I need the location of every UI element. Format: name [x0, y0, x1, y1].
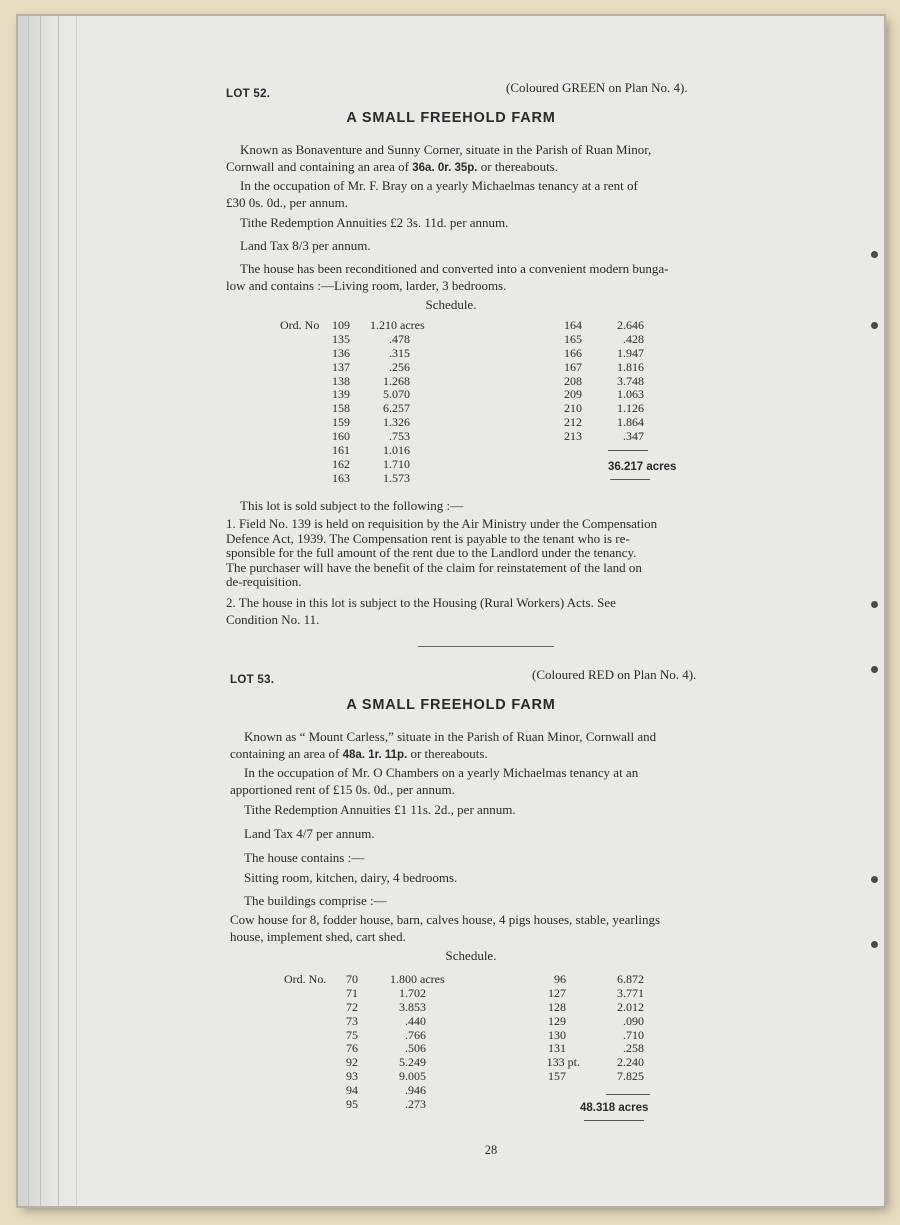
table-row — [280, 375, 425, 389]
acres-value: .273 — [405, 1097, 426, 1112]
ord-number: 95 — [346, 1097, 358, 1112]
table-row — [280, 319, 425, 333]
lot-52-house-line1: The house has been reconditioned and converted into a convenient modern bunga- — [240, 261, 669, 276]
condition-line: 2. The house in this lot is subject to the Housing (Rural Workers) Acts. See — [226, 595, 616, 610]
ord-number: 159 — [332, 415, 350, 430]
acres-value: 7.825 — [617, 1069, 644, 1084]
ord-number: 213 — [564, 429, 582, 444]
acres-value: .710 — [623, 1027, 644, 1042]
table-row — [284, 1056, 445, 1070]
acres-value: 1.800 acres — [390, 972, 445, 986]
document-page — [18, 16, 884, 1206]
ord-number: 160 — [332, 429, 350, 444]
lot-53-schedule-left — [284, 973, 445, 1112]
condition-line: de-requisition. — [226, 574, 302, 589]
ord-number: 166 — [564, 345, 582, 360]
lot-52-house-line2: low and contains :—Living room, larder, 3 bedrooms. — [226, 278, 507, 293]
table-row — [280, 361, 425, 375]
ord-number: 208 — [564, 373, 582, 388]
acres-value: 1.710 — [383, 456, 410, 471]
lot-52-plan-note: (Coloured GREEN on Plan No. 4). — [506, 80, 688, 95]
table-row — [528, 1056, 644, 1070]
condition-line: The purchaser will have the benefit of the claim for reinstatement of the land on — [226, 559, 642, 575]
ord-number: 209 — [564, 387, 582, 402]
section-divider — [418, 646, 554, 647]
ord-number: 158 — [332, 401, 350, 416]
table-row — [284, 1015, 445, 1029]
acres-value: 2.240 — [617, 1055, 644, 1070]
acres-value: 1.816 — [617, 359, 644, 374]
lot-53-buildings-comprise: The buildings comprise :— — [244, 893, 387, 908]
table-row — [284, 987, 445, 1001]
ord-label: Ord. No — [280, 318, 320, 332]
lot-53-house-contains: The house contains :— — [244, 850, 365, 865]
table-row — [528, 1070, 644, 1084]
acres-value: .478 — [389, 331, 410, 346]
acres-value: 1.702 — [399, 985, 426, 1000]
acres-value: 1.063 — [617, 387, 644, 402]
table-row — [280, 472, 425, 486]
lot-52-subject-intro: This lot is sold subject to the following :— — [240, 498, 464, 513]
lot-52-occupation-line2: £30 0s. 0d., per annum. — [226, 195, 349, 210]
acres-value: .946 — [405, 1083, 426, 1098]
ord-number: 73 — [346, 1013, 358, 1028]
acres-value: .766 — [405, 1027, 426, 1042]
lot-53-area: 48a. 1r. 11p. — [342, 749, 408, 761]
ord-number: 167 — [564, 359, 582, 374]
lot-53-known-as-line1: Known as “ Mount Carless,” situate in the Parish of Ruan Minor, Cornwall and — [244, 729, 657, 744]
ord-label: Ord. No. — [284, 972, 327, 986]
lot-52-tithe: Tithe Redemption Annuities £2 3s. 11d. per annum. — [240, 215, 509, 230]
ord-number: 137 — [332, 359, 350, 374]
ord-number: 129 — [548, 1013, 566, 1028]
acres-value: .090 — [623, 1013, 644, 1028]
acres-value: 6.257 — [383, 401, 410, 416]
lot-52-known-as-line2 — [226, 158, 558, 177]
ord-number: 136 — [332, 345, 350, 360]
table-row — [528, 1001, 644, 1015]
lot-52-schedule-left — [280, 319, 425, 486]
lot-53-known-as-line2 — [230, 745, 488, 764]
ord-number: 162 — [332, 456, 350, 471]
lot-53-known-as-suffix: or thereabouts. — [407, 746, 488, 761]
total-underline — [584, 1120, 644, 1121]
lot-53-land-tax: Land Tax 4/7 per annum. — [244, 826, 375, 841]
acres-value: 1.326 — [383, 415, 410, 430]
acres-value: 1.016 — [383, 443, 410, 458]
lot-52-heading: A SMALL FREEHOLD FARM — [346, 110, 556, 126]
lot-52-area: 36a. 0r. 35p. — [412, 162, 478, 174]
lot-52-known-as-text: Cornwall and containing an area of — [226, 159, 413, 174]
lot-53-tithe: Tithe Redemption Annuities £1 11s. 2d., per annum. — [244, 802, 516, 817]
acres-value: .258 — [623, 1041, 644, 1056]
acres-value: .256 — [389, 359, 410, 374]
ord-number: 135 — [332, 331, 350, 346]
ord-number: 161 — [332, 443, 350, 458]
acres-value: 6.872 — [617, 972, 644, 986]
ord-number: 96 — [554, 972, 566, 986]
acres-value: .753 — [389, 429, 410, 444]
acres-value: 5.070 — [383, 387, 410, 402]
condition-line: Condition No. 11. — [226, 612, 320, 627]
acres-value: .506 — [405, 1041, 426, 1056]
ord-number: 165 — [564, 331, 582, 346]
ord-number: 71 — [346, 985, 358, 1000]
lot-52-label: LOT 52. — [226, 88, 271, 100]
ord-number: 70 — [346, 972, 358, 986]
ord-number: 92 — [346, 1055, 358, 1070]
ord-number: 109 — [332, 318, 350, 332]
table-row — [284, 1042, 445, 1056]
lot-52-condition-2 — [226, 594, 616, 628]
acres-value: 9.005 — [399, 1069, 426, 1084]
ord-number: 163 — [332, 470, 350, 485]
table-row — [528, 973, 644, 987]
acres-value: 3.853 — [399, 999, 426, 1014]
table-row — [280, 444, 425, 458]
page-number: 28 — [484, 1143, 498, 1157]
table-row — [546, 375, 644, 389]
acres-value: .440 — [405, 1013, 426, 1028]
acres-value: 1.573 — [383, 470, 410, 485]
acres-value: .347 — [623, 429, 644, 444]
ord-number: 72 — [346, 999, 358, 1014]
lot-52-occupation-line1: In the occupation of Mr. F. Bray on a yearly Michaelmas tenancy at a rent of — [240, 178, 638, 193]
acres-value: 2.646 — [617, 318, 644, 332]
ord-number: 157 — [548, 1069, 566, 1084]
total-rule — [608, 450, 648, 451]
ord-number: 93 — [346, 1069, 358, 1084]
table-row — [546, 319, 644, 333]
lot-53-plan-note: (Coloured RED on Plan No. 4). — [532, 667, 697, 682]
table-row — [284, 973, 445, 987]
condition-line: 1. Field No. 139 is held on requisition by the Air Ministry under the Compensation — [226, 516, 658, 531]
condition-line: Defence Act, 1939. The Compensation rent is payable to the tenant who is re- — [226, 530, 630, 546]
table-row — [280, 458, 425, 472]
ord-number: 138 — [332, 373, 350, 388]
table-row — [280, 347, 425, 361]
acres-value: 3.748 — [617, 373, 644, 388]
lot-52-total: 36.217 acres — [608, 461, 677, 473]
acres-value: 1.947 — [617, 345, 644, 360]
table-row — [546, 361, 644, 375]
acres-value: 5.249 — [399, 1055, 426, 1070]
table-row — [528, 1015, 644, 1029]
acres-value: .315 — [389, 345, 410, 360]
ord-number: 139 — [332, 387, 350, 402]
table-row — [528, 1029, 644, 1043]
lot-52-known-as-line1: Known as Bonaventure and Sunny Corner, situate in the Parish of Ruan Minor, — [240, 142, 652, 157]
ord-number: 212 — [564, 415, 582, 430]
ord-number: 94 — [346, 1083, 358, 1098]
table-row — [284, 1070, 445, 1084]
table-row — [546, 388, 644, 402]
table-row — [280, 402, 425, 416]
table-row — [546, 333, 644, 347]
acres-value: 2.012 — [617, 999, 644, 1014]
ord-number: 133 pt. — [546, 1055, 580, 1070]
lot-52-condition-1 — [226, 517, 657, 590]
table-row — [284, 1098, 445, 1112]
lot-53-schedule-title: Schedule. — [445, 948, 497, 963]
ord-number: 164 — [564, 318, 582, 332]
acres-value: 1.210 acres — [370, 318, 425, 332]
lot-53-label: LOT 53. — [230, 674, 275, 686]
acres-value: .428 — [623, 331, 644, 346]
ord-number: 128 — [548, 999, 566, 1014]
lot-53-buildings-line1: Cow house for 8, fodder house, barn, calves house, 4 pigs houses, stable, yearlings — [230, 912, 660, 927]
table-row — [284, 1001, 445, 1015]
table-row — [280, 333, 425, 347]
acres-value: 1.268 — [383, 373, 410, 388]
lot-53-occupation-line1: In the occupation of Mr. O Chambers on a yearly Michaelmas tenancy at an — [244, 765, 639, 780]
table-row — [546, 430, 644, 444]
lot-53-total: 48.318 acres — [580, 1102, 649, 1114]
ord-number: 75 — [346, 1027, 358, 1042]
table-row — [280, 416, 425, 430]
total-rule — [606, 1094, 650, 1095]
table-row — [280, 430, 425, 444]
lot-53-occupation-line2: apportioned rent of £15 0s. 0d., per annum. — [230, 782, 455, 797]
lot-53-heading: A SMALL FREEHOLD FARM — [346, 697, 556, 713]
table-row — [280, 388, 425, 402]
lot-53-known-as-text: containing an area of — [230, 746, 343, 761]
lot-53-buildings-line2: house, implement shed, cart shed. — [230, 929, 406, 944]
lot-53-schedule-right — [528, 973, 644, 1084]
table-row — [546, 402, 644, 416]
ord-number: 130 — [548, 1027, 566, 1042]
table-row — [546, 416, 644, 430]
lot-52-known-as-suffix: or thereabouts. — [477, 159, 558, 174]
lot-53-rooms: Sitting room, kitchen, dairy, 4 bedrooms. — [244, 870, 458, 885]
lot-52-land-tax: Land Tax 8/3 per annum. — [240, 238, 371, 253]
ord-number: 127 — [548, 985, 566, 1000]
table-row — [284, 1084, 445, 1098]
condition-line: sponsible for the full amount of the rent due to the Landlord under the tenancy. — [226, 545, 637, 560]
table-row — [528, 987, 644, 1001]
ord-number: 210 — [564, 401, 582, 416]
table-row — [546, 347, 644, 361]
acres-value: 1.126 — [617, 401, 644, 416]
ord-number: 76 — [346, 1041, 358, 1056]
acres-value: 3.771 — [617, 985, 644, 1000]
total-underline — [610, 479, 650, 480]
lot-52-schedule-right — [546, 319, 644, 444]
table-row — [284, 1029, 445, 1043]
acres-value: 1.864 — [617, 415, 644, 430]
table-row — [528, 1042, 644, 1056]
ord-number: 131 — [548, 1041, 566, 1056]
lot-52-schedule-title: Schedule. — [425, 297, 477, 312]
